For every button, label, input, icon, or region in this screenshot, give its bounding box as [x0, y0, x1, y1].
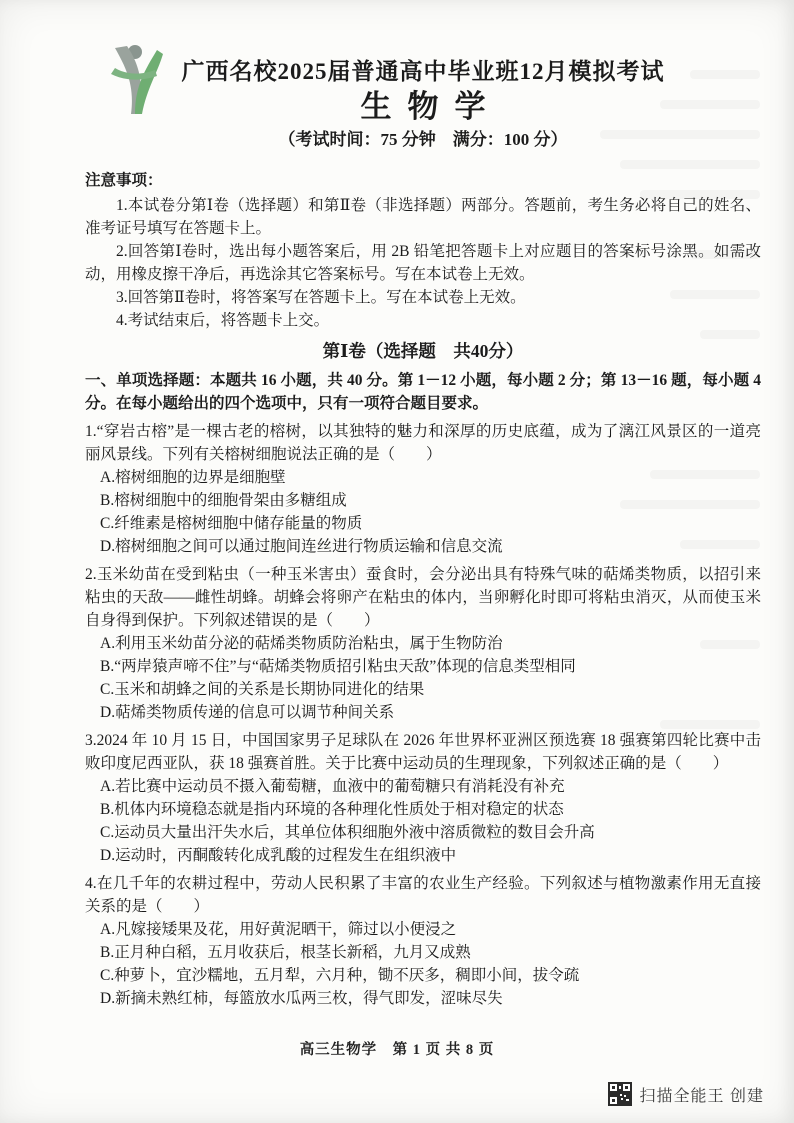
question-option: D.榕树细胞之间可以通过胞间连丝进行物质运输和信息交流	[100, 538, 503, 555]
notice-item: 3.回答第Ⅱ卷时，将答案写在答题卡上。写在本试卷上无效。	[116, 289, 526, 306]
question-option: B.“两岸猿声啼不住”与“萜烯类物质招引粘虫天敌”体现的信息类型相同	[100, 658, 576, 675]
question-2	[85, 563, 761, 724]
watermark-label: 扫描全能王 创建	[639, 1087, 764, 1105]
notice-item: 4.考试结束后，将答题卡上交。	[116, 312, 330, 329]
question-option: C.运动员大量出汗失水后，其单位体积细胞外液中溶质微粒的数目会升高	[100, 824, 595, 841]
school-logo-icon	[105, 40, 169, 116]
question-3	[85, 729, 761, 867]
notice-section	[85, 169, 761, 332]
question-stem: 4.在几千年的农耕过程中，劳动人民积累了丰富的农业生产经验。下列叙述与植物激素作用无直接关系的是（ ）	[85, 875, 761, 915]
notice-item: 2.回答第Ⅰ卷时，选出每小题答案后，用 2B 铅笔把答题卡上对应题目的答案标号涂黑。如需改动，用橡皮擦干净后，再选涂其它答案标号。写在本试卷上无效。	[85, 243, 761, 283]
question-option: C.纤维素是榕树细胞中储存能量的物质	[100, 515, 363, 532]
section-title: 第Ⅰ卷（选择题 共40分）	[322, 341, 524, 361]
question-stem: 3.2024 年 10 月 15 日，中国国家男子足球队在 2026 年世界杯亚洲区预选赛 18 强赛第四轮比赛中击败印度尼西亚队，获 18 强赛首胜。关于比赛中运动员的生理现象，下列叙述正确的是（ ）	[85, 732, 761, 772]
question-option: A.若比赛中运动员不摄入葡萄糖，血液中的葡萄糖只有消耗没有补充	[100, 778, 565, 795]
question-1	[85, 420, 761, 558]
question-4	[85, 872, 761, 1010]
section-instructions: 一、单项选择题：本题共 16 小题，共 40 分。第 1－12 小题，每小题 2 分；第 13－16 题，每小题 4 分。在每小题给出的四个选项中，只有一项符合题目要求。	[85, 372, 761, 412]
notice-item: 1.本试卷分第Ⅰ卷（选择题）和第Ⅱ卷（非选择题）两部分。答题前，考生务必将自己的姓名、准考证号填写在答题卡上。	[85, 197, 761, 237]
question-option: B.榕树细胞中的细胞骨架由多糖组成	[100, 492, 347, 509]
question-stem: 1.“穿岩古榕”是一棵古老的榕树，以其独特的魅力和深厚的历史底蕴，成为了漓江风景区的一道亮丽风景线。下列有关榕树细胞说法正确的是（ ）	[85, 423, 761, 463]
exam-time-score: （考试时间：75 分钟 满分：100 分）	[278, 130, 568, 149]
camscanner-watermark	[608, 1082, 764, 1106]
notice-heading: 注意事项：	[85, 172, 163, 189]
exam-subject: 生物学	[360, 89, 502, 124]
exam-title: 广西名校2025届普通高中毕业班12月模拟考试	[181, 59, 665, 84]
question-option: C.种萝卜，宜沙糯地，五月犁，六月种，锄不厌多，稠即小间，拔令疏	[100, 967, 580, 984]
question-option: D.萜烯类物质传递的信息可以调节种间关系	[100, 704, 395, 721]
question-option: D.运动时，丙酮酸转化成乳酸的过程发生在组织液中	[100, 847, 457, 864]
question-option: C.玉米和胡蜂之间的关系是长期协同进化的结果	[100, 681, 425, 698]
question-option: B.机体内环境稳态就是指内环境的各种理化性质处于相对稳定的状态	[100, 801, 564, 818]
exam-content	[85, 60, 761, 1010]
question-option: A.榕树细胞的边界是细胞壁	[100, 469, 286, 486]
page-footer: 高三生物学 第 1 页 共 8 页	[299, 1042, 495, 1058]
question-stem: 2.玉米幼苗在受到粘虫（一种玉米害虫）蚕食时，会分泌出具有特殊气味的萜烯类物质，以招引来粘虫的天敌——雌性胡蜂。胡蜂会将卵产在粘虫的体内，当卵孵化时即可将粘虫消灭，从而使玉米自身得到保护。下列叙述错误的是（ ）	[85, 566, 761, 629]
question-option: B.正月种白稻，五月收获后，根茎长新稻，九月又成熟	[100, 944, 471, 961]
question-option: A.凡嫁接矮果及花，用好黄泥晒干，筛过以小便浸之	[100, 921, 457, 938]
qr-code-icon	[608, 1082, 632, 1106]
question-option: D.新摘未熟红柿，每篮放水瓜两三枚，得气即发，涩味尽失	[100, 990, 503, 1007]
question-option: A.利用玉米幼苗分泌的萜烯类物质防治粘虫，属于生物防治	[100, 635, 503, 652]
